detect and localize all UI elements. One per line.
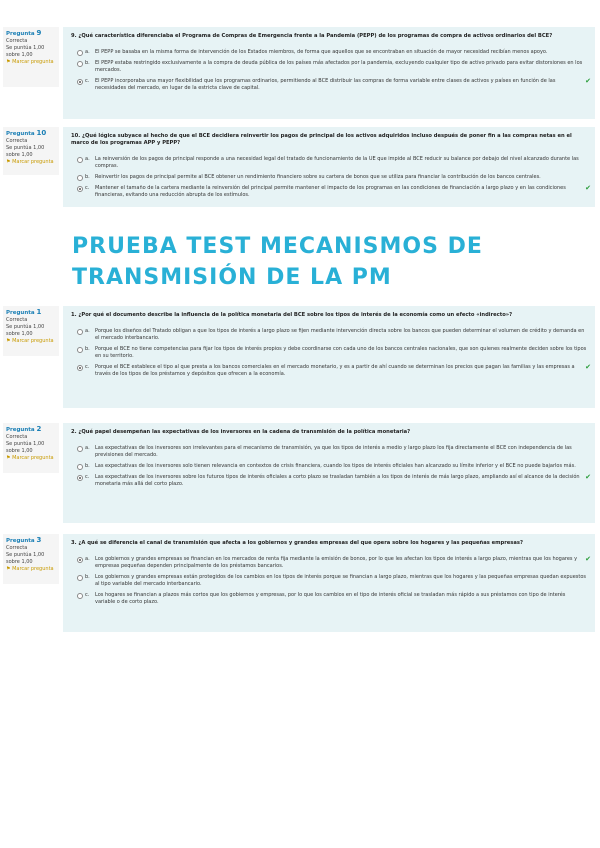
answer-option[interactable]: a. El PEPP se basaba en la misma forma de intervención de los Estados miembros, de forma que aquellos que se encontraban en situación de mayor necesidad recibían menos apoyo. [71,49,587,56]
question-number: Pregunta 9 [6,29,42,37]
question-status: Correcta [6,38,28,44]
flag-question-link[interactable]: ⚑ Marcar pregunta [6,566,54,572]
answer-option-selected[interactable]: c. El PEPP incorporaba una mayor flexibilidad que los programas ordinarios, permitiendo al BCE distribuir las compras de forma variable entre clases de activos y países en función de las necesidades del mercado, en lugar de la estricta clave de capital. ✔ [71,78,587,92]
flag-icon: ⚑ [6,59,11,65]
flag-icon: ⚑ [6,338,11,344]
radio-button[interactable] [77,575,83,581]
question-text: 2. ¿Qué papel desempeñan las expectativas de los inversores en la cadena de transmisión de la política monetaria? [71,429,411,435]
radio-button[interactable] [77,50,83,56]
flag-question-link[interactable]: ⚑ Marcar pregunta [6,338,54,344]
answer-option[interactable]: b. Reinvertir los pagos de principal permite al BCE obtener un rendimiento financiero sobre su cartera de bonos que se utiliza para financiar la contribución de los bancos centrales. [71,174,587,181]
question-status: Correcta [6,434,28,440]
question-score: Se puntúa 1,00 sobre 1,00 [6,552,45,565]
answer-option[interactable]: b. Porque el BCE no tiene competencias para fijar los tipos de interés propios y debe coordinarse con cada uno de los bancos centrales nacionales, que son quienes realmente deciden sobre los tipos en su territorio. [71,346,587,360]
question-content [63,306,595,408]
answer-option-selected[interactable]: c. Mantener el tamaño de la cartera mediante la reinversión del principal permite mantener el impacto de los programas en las condiciones de financiación a largo plazo y en las condiciones financieras, evitando una reducción abrupta de los estímulos. ✔ [71,185,587,199]
flag-icon: ⚑ [6,159,11,165]
radio-button[interactable] [77,186,83,192]
question-info [3,27,59,87]
correct-check-icon: ✔ [585,473,591,481]
radio-button[interactable] [77,79,83,85]
question-score: Se puntúa 1,00 sobre 1,00 [6,45,45,58]
answer-option-selected[interactable]: a. Los gobiernos y grandes empresas se financian en los mercados de renta fija mediante la emisión de bonos, por lo que les afectan los tipos de interés a largo plazo, mientras que los hogares y empresas pequeñas dependen principalmente de los préstamos bancarios. ✔ [71,556,587,570]
question-text: 9. ¿Qué característica diferenciaba el Programa de Compras de Emergencia frente a la Pandemia (PEPP) de los programas de compra de activos ordinarios del BCE? [71,33,553,39]
flag-question-link[interactable]: ⚑ Marcar pregunta [6,455,54,461]
answer-option[interactable]: b. Los gobiernos y grandes empresas están protegidos de los cambios en los tipos de interés porque se financian a largo plazo, mientras que los hogares y las pequeñas empresas quedan expuestos al tipo variable del mercado interbancario. [71,574,587,588]
question-content [63,127,595,207]
answer-option[interactable]: b. Las expectativas de los inversores solo tienen relevancia en contextos de crisis financiera, cuando los tipos de interés oficiales han alcanzado su límite inferior y el BCE no puede bajarlos más. [71,463,587,470]
radio-button[interactable] [77,446,83,452]
radio-button[interactable] [77,557,83,563]
question-content [63,423,595,523]
question-number: Pregunta 2 [6,425,42,433]
radio-button[interactable] [77,475,83,481]
question-score: Se puntúa 1,00 sobre 1,00 [6,324,45,337]
radio-button[interactable] [77,157,83,163]
question-text: 3. ¿A qué se diferencia el canal de transmisión que afecta a los gobiernos y grandes empresas del que opera sobre los hogares y las pequeñas empresas? [71,540,523,546]
flag-question-link[interactable]: ⚑ Marcar pregunta [6,159,54,165]
question-info [3,534,59,584]
question-status: Correcta [6,545,28,551]
question-content [63,534,595,632]
question-text: 1. ¿Por qué el documento describe la influencia de la política monetaria del BCE sobre los tipos de interés de la economía como un efecto «indirecto»? [71,312,513,318]
question-text: 10. ¿Qué lógica subyace al hecho de que el BCE decidiera reinvertir los pagos de principal de los activos adquiridos incluso después de poner fin a las compras netas en el marco de los programas APP y PEPP? [71,133,572,146]
question-status: Correcta [6,317,28,323]
section-title: PRUEBA TEST MECANISMOS DE TRANSMISIÓN DE LA PM [72,234,483,290]
question-number: Pregunta 1 [6,308,42,316]
question-number: Pregunta 3 [6,536,42,544]
question-info [3,423,59,473]
radio-button[interactable] [77,329,83,335]
radio-button[interactable] [77,365,83,371]
answer-option[interactable]: b. El PEPP estaba restringido exclusivamente a la compra de deuda pública de los países más afectados por la pandemia, excluyendo cualquier tipo de activo privado para evitar distorsiones en los mercados. [71,60,587,74]
answer-option[interactable]: a. La reinversión de los pagos de principal responde a una necesidad legal del tratado de funcionamiento de la UE que impide al BCE reducir su balance por debajo del nivel alcanzado durante las compras. [71,156,587,170]
radio-button[interactable] [77,61,83,67]
question-score: Se puntúa 1,00 sobre 1,00 [6,145,45,158]
radio-button[interactable] [77,593,83,599]
flag-icon: ⚑ [6,455,11,461]
correct-check-icon: ✔ [585,363,591,371]
question-content [63,27,595,119]
correct-check-icon: ✔ [585,555,591,563]
correct-check-icon: ✔ [585,184,591,192]
question-info [3,127,59,175]
answer-option-selected[interactable]: c. Las expectativas de los inversores sobre los futuros tipos de interés oficiales a corto plazo se trasladan también a los tipos de interés de más largo plazo, ampliando así el alcance de la decisión monetaria más allá del corto plazo. ✔ [71,474,587,488]
question-score: Se puntúa 1,00 sobre 1,00 [6,441,45,454]
question-status: Correcta [6,138,28,144]
answer-option[interactable]: c. Los hogares se financian a plazos más cortos que los gobiernos y empresas, por lo que los cambios en el tipo de interés oficial se trasladan más rápido a sus préstamos con tipo de interés variable o de corto plazo. [71,592,587,606]
question-info [3,306,59,356]
flag-icon: ⚑ [6,566,11,572]
radio-button[interactable] [77,175,83,181]
answer-option[interactable]: a. Porque los diseños del Tratado obligan a que los tipos de interés a largo plazo se fijen mediante intervención directa sobre los bancos que pueden determinar el volumen de crédito y demanda en el mercado interbancario. [71,328,587,342]
question-number: Pregunta 10 [6,129,47,137]
radio-button[interactable] [77,347,83,353]
radio-button[interactable] [77,464,83,470]
answer-option-selected[interactable]: c. Porque el BCE establece el tipo al que presta a los bancos comerciales en el mercado monetario, y es a partir de ahí cuando se determinan los precios que pagan las familias y las empresas a través de los tipos de los préstamos y depósitos que ofrecen a la economía. ✔ [71,364,587,378]
correct-check-icon: ✔ [585,77,591,85]
answer-option[interactable]: a. Las expectativas de los inversores son irrelevantes para el mecanismo de transmisión, ya que los tipos de interés a medio y largo plazo los fija directamente el BCE con independencia de las previsiones del mercado. [71,445,587,459]
flag-question-link[interactable]: ⚑ Marcar pregunta [6,59,54,65]
